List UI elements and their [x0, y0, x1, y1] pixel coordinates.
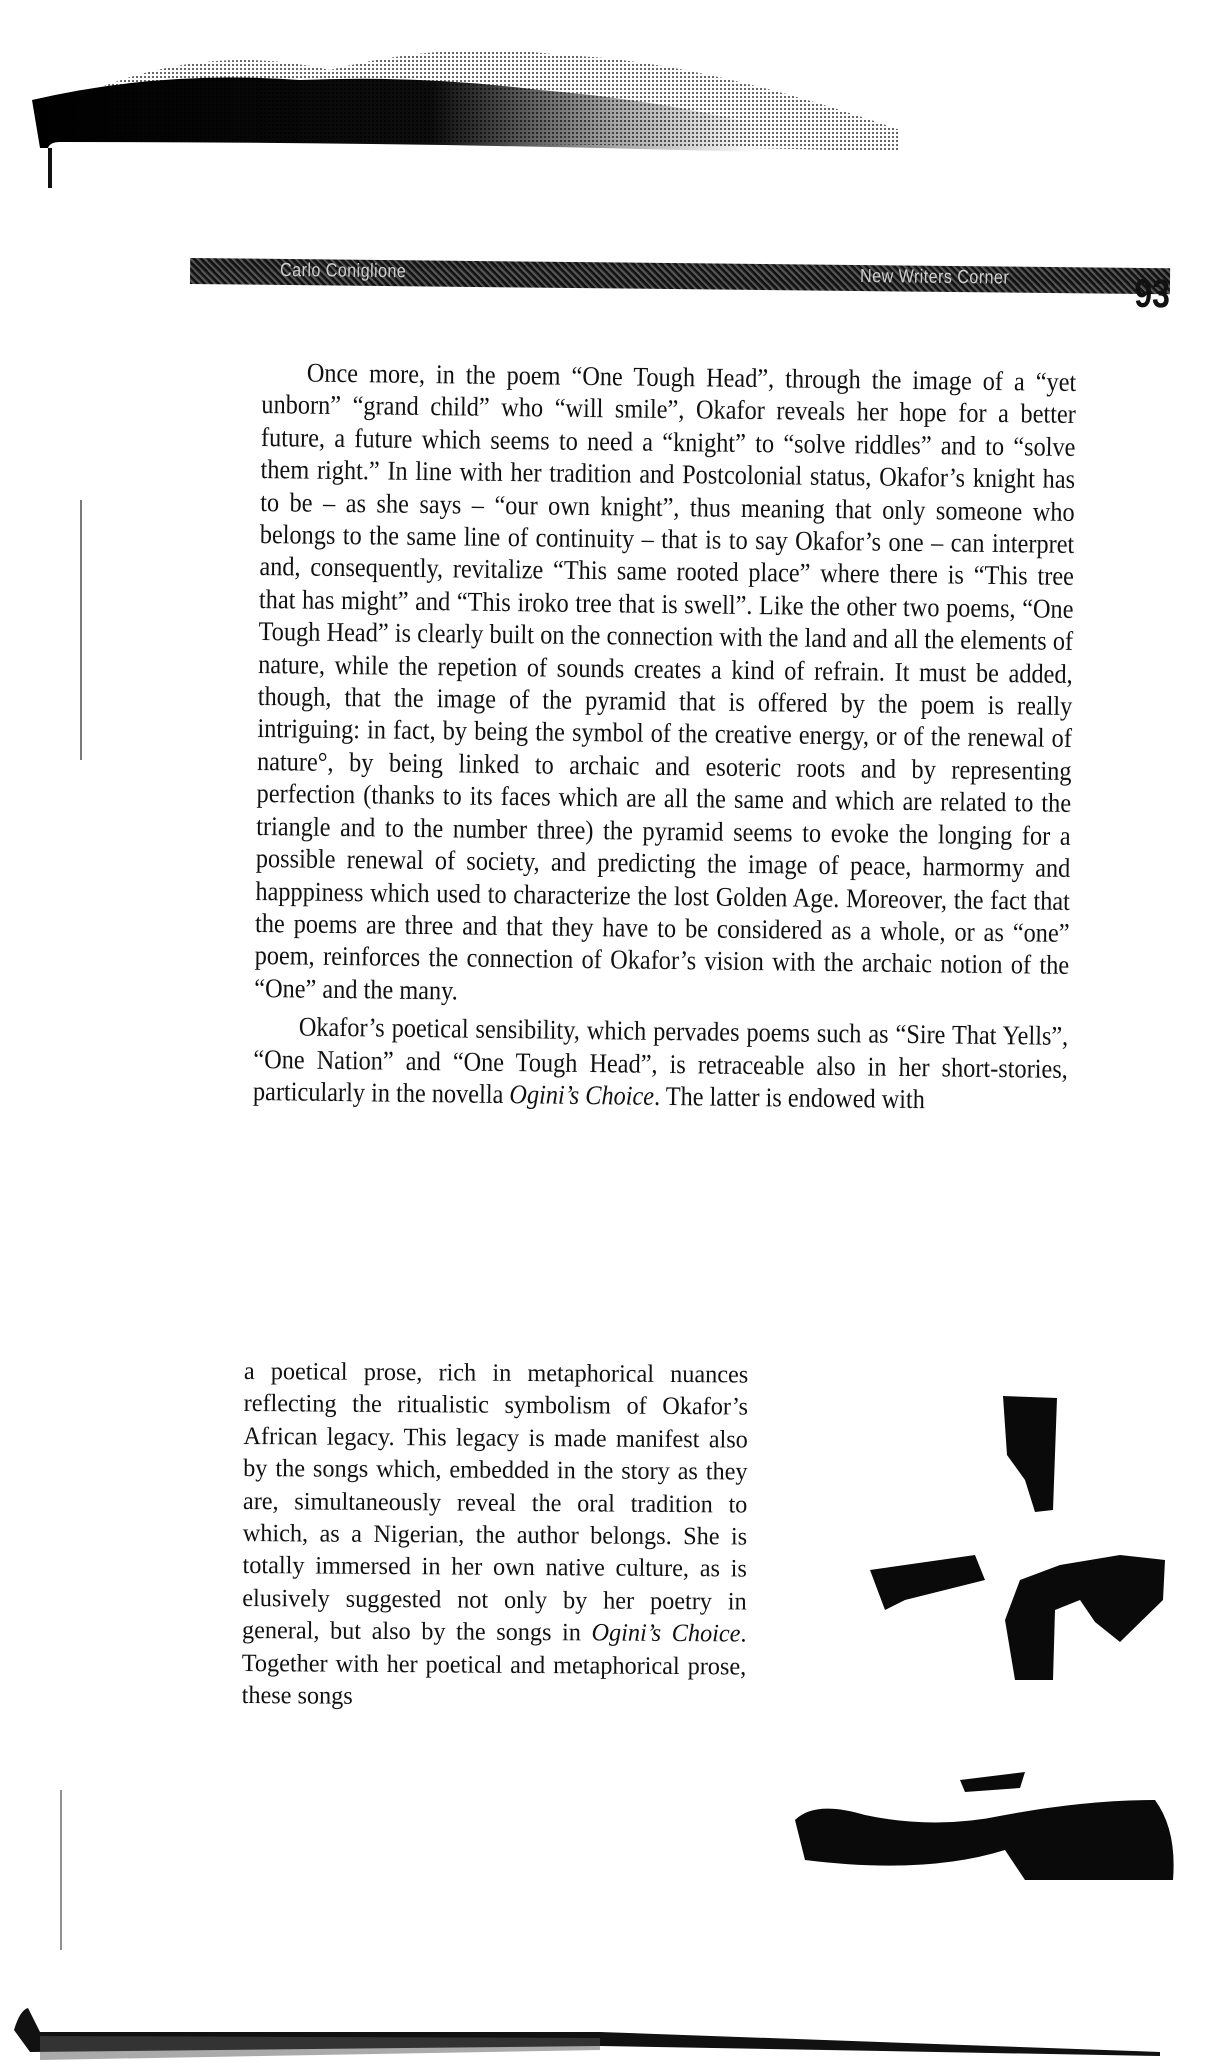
- running-head-section: New Writers Corner: [859, 266, 1010, 289]
- paragraph-text: . Together with her poetical and metaphorical prose, these songs: [241, 1620, 747, 1710]
- wrapped-text: [242, 1356, 749, 1716]
- body-text: [253, 356, 1077, 1117]
- book-title: Ogini’s Choice: [591, 1619, 741, 1648]
- paragraph-text: Okafor’s poetical sensibility, which pervades poems such as “Sire That Yells”, “One Nation” and “One Tough Head”, is retraceable also in her short-stories, particularly in the novella: [252, 1011, 1069, 1110]
- scan-shadow-bottom: [0, 1990, 1232, 2064]
- margin-mark: [80, 500, 82, 760]
- figure-base: [795, 1800, 1174, 1880]
- paragraph: Once more, in the poem “One Tough Head”, through the image of a “yet unborn” “grand child” who “will smile”, Okafor reveals her hope for a better future, a future which seems to need a “knight” to “solve riddles” and to “solve them right.” In line with her tradition and Postcolonial status, Okafor’s knight has to be – as she says – “our own knight”, thus meaning that only someone who belongs to the same line of continuity – that is to say Okafor’s one – can interpret and, consequently, revitalize “This same rooted place” where there is “This tree that has might” and “This iroko tree that is swell”. Like the other two poems, “One Tough Head” is clearly built on the connection with the land and all the elements of nature, while the repetion of sounds creates a kind of refrain. It must be added, though, that the image of the pyramid that is offered by the poem is really intriguing: in fact, by being the symbol of the creative energy, or of the renewal of nature°, by being linked to archaic and esoteric roots and by representing perfection (thanks to its faces which are all the same and which are related to the triangle and to the number three) the pyramid seems to evoke the longing for a possible renewal of society, and predicting the image of peace, harmormy and happpiness which used to characterize the lost Golden Age. Moreover, the fact that the poems are three and that they have to be considered as a whole, or as “one” poem, reinforces the connection of Okafor’s vision with the archaic notion of the “One” and the many.: [254, 357, 1077, 1006]
- paragraph: [242, 1356, 749, 1716]
- figure-head: [1003, 1396, 1057, 1512]
- page-number: 93: [1134, 271, 1171, 317]
- paragraph-text: . The latter is endowed with: [653, 1080, 926, 1115]
- running-head-author: Carlo Coniglione: [279, 259, 407, 283]
- paragraph: [253, 1010, 1069, 1117]
- figure-mouth: [960, 1772, 1025, 1792]
- figure-body: [1005, 1555, 1165, 1680]
- figure-photo: [785, 1360, 1185, 1880]
- book-title: Ogini’s Choice: [509, 1079, 655, 1111]
- paragraph-text: a poetical prose, rich in metaphorical nuances reflecting the ritualistic symbolism of Okafor’s African legacy. This legacy is made manifest also by the songs which, embedded in the story as they are, simultaneously reveal the oral tradition to which, as a Nigerian, the author belongs. She is totally immersed in her own native culture, as is elusively suggested not only by her poetry in general, but also by the songs in: [241, 1358, 749, 1647]
- margin-mark: [60, 1790, 62, 1950]
- figure-left-arm: [870, 1555, 985, 1610]
- scan-shadow-top: [0, 0, 1232, 200]
- running-head: [190, 258, 1190, 317]
